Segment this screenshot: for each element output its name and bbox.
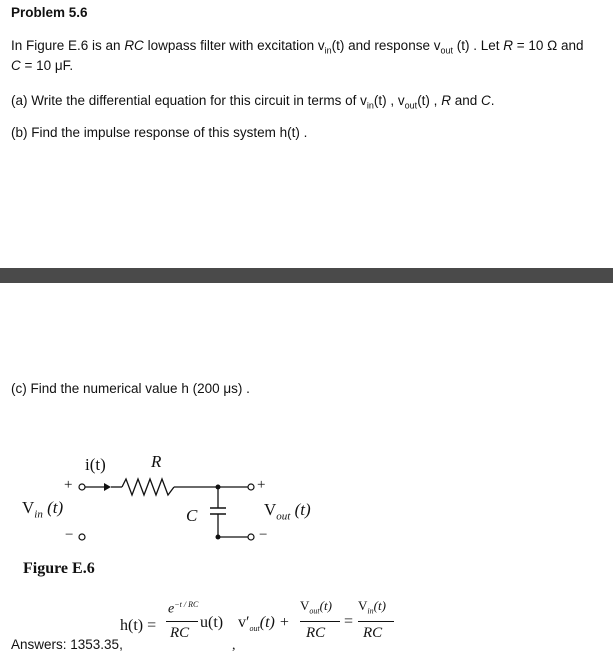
formula-u: u(t) bbox=[200, 614, 224, 631]
formula-vprime: $v'_{out}(t)$ + bbox=[238, 614, 290, 634]
formula-frac2-den: RC bbox=[306, 625, 326, 641]
section-divider bbox=[0, 268, 613, 283]
minus-left: − bbox=[65, 527, 74, 543]
problem-title: Problem 5.6 bbox=[11, 5, 88, 20]
part-b: (b) Find the impulse response of this system h(t) . bbox=[11, 125, 308, 140]
fraction-bar-3 bbox=[358, 621, 394, 622]
capacitor-label: C bbox=[186, 506, 198, 525]
vin-label: $V_{in}$ (t) bbox=[22, 498, 64, 521]
answers-label: Answers: 1353.35, bbox=[11, 637, 123, 652]
current-arrow-icon bbox=[104, 483, 111, 491]
right-top-terminal bbox=[248, 484, 254, 490]
vout-label: $V_{out}$ (t) bbox=[264, 500, 311, 523]
formula-exp: $e^{-t / RC}$ bbox=[168, 600, 199, 617]
rc-circuit-diagram bbox=[0, 440, 340, 550]
formula-comma: , bbox=[232, 638, 236, 653]
part-c: (c) Find the numerical value h (200 μs) . bbox=[11, 381, 250, 396]
intro-line-1: In Figure E.6 is an RC lowpass filter with excitation $v_{in}(t)$ and response $v_{out}$ (t) . Let R = 10 Ω and bbox=[11, 38, 584, 56]
plus-right: + bbox=[257, 477, 266, 493]
formula-eq: = bbox=[344, 613, 354, 630]
resistor-label: R bbox=[151, 452, 162, 471]
right-bottom-terminal bbox=[248, 534, 254, 540]
intro-line-2: C = 10 μF. bbox=[11, 58, 74, 73]
figure-caption: Figure E.6 bbox=[23, 560, 95, 577]
current-label: i(t) bbox=[85, 455, 106, 474]
formula-frac2-num: $V_{out}(t)$ bbox=[300, 598, 332, 616]
plus-left: + bbox=[64, 477, 73, 493]
formula-h: h(t) = bbox=[120, 617, 157, 634]
formula-frac3-den: RC bbox=[363, 625, 383, 641]
resistor-symbol bbox=[122, 479, 174, 495]
left-top-terminal bbox=[79, 484, 85, 490]
fraction-bar-2 bbox=[300, 621, 340, 622]
fraction-bar-1 bbox=[166, 621, 198, 622]
formula-frac3-num: $V_{in}(t)$ bbox=[358, 598, 386, 616]
formula-den1: RC bbox=[170, 625, 190, 641]
left-bottom-terminal bbox=[79, 534, 85, 540]
minus-right: − bbox=[259, 527, 268, 543]
part-a: (a) Write the differential equation for this circuit in terms of $v_{in}(t)$ , $v_{out}(t)$ , R and C. bbox=[11, 93, 495, 111]
